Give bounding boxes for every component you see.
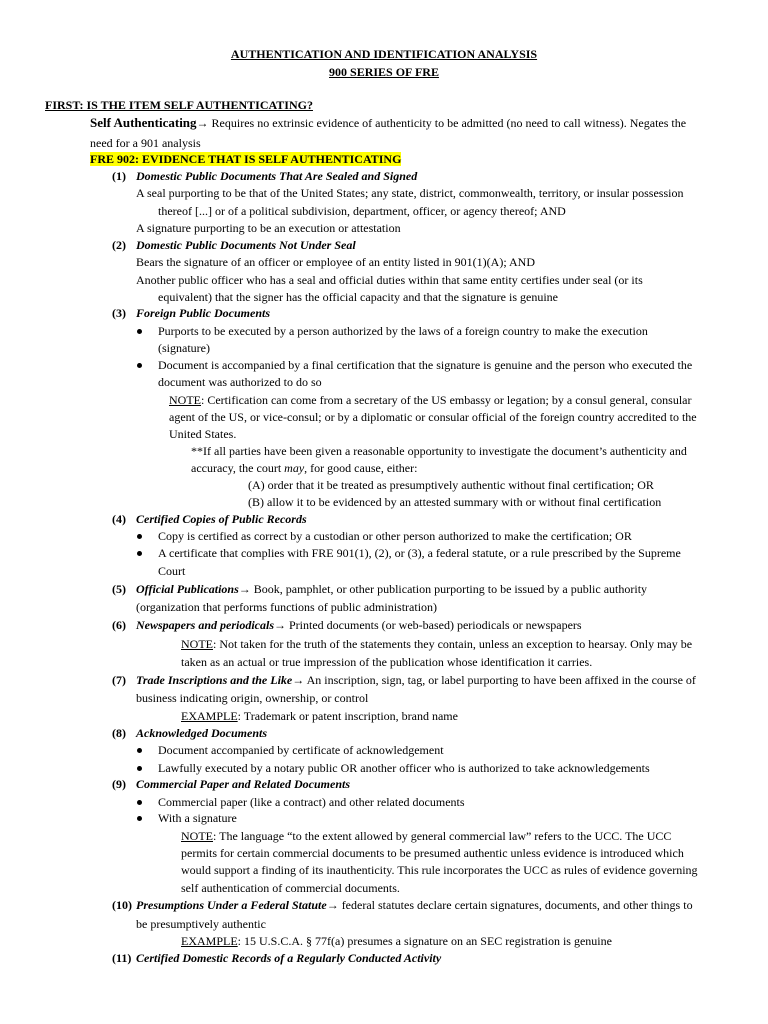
self-auth-line2: need for a 901 analysis (90, 136, 201, 150)
item-number: (1) (112, 169, 126, 183)
note-label: NOTE (169, 393, 201, 407)
example-line: EXAMPLE: Trademark or patent inscription, brand name (181, 709, 458, 723)
item-number: (10) (112, 898, 132, 912)
bullet-text: document was authorized to do so (158, 375, 322, 389)
item-title: Commercial Paper and Related Documents (136, 777, 350, 791)
self-auth-def: Requires no extrinsic evidence of authenticity to be admitted (no need to call witness). Negates the (208, 116, 687, 130)
bullet-icon (137, 534, 142, 539)
bullet-text: (signature) (158, 341, 210, 355)
arrow-glyph: → (196, 116, 209, 130)
note-line: United States. (169, 427, 237, 441)
bullet-text: Document is accompanied by a final certification that the signature is genuine and the person who executed the (158, 358, 693, 372)
item-line: Bears the signature of an officer or employee of an entity listed in 901(1)(A); AND (136, 255, 535, 269)
option-b: (B) allow it to be evidenced by an attested summary with or without final certification (248, 495, 662, 509)
self-auth-line1 (90, 115, 686, 131)
note-line: would support a finding of its inauthenticity. This rule incorporates the UCC as rules of evidence governing (181, 863, 698, 877)
item-line: business indicating origin, ownership, or control (136, 691, 369, 705)
item-number: (7) (112, 673, 126, 687)
bullet-icon (137, 363, 142, 368)
item-line: Trade Inscriptions and the Like→ An inscription, sign, tag, or label purporting to have been affixed in the course of (136, 673, 696, 687)
bullet-icon (137, 766, 142, 771)
item-title: Domestic Public Documents Not Under Seal (136, 238, 356, 252)
item-number: (4) (112, 512, 126, 526)
bullet-text: Commercial paper (like a contract) and other related documents (158, 795, 465, 809)
item-title: Certified Copies of Public Records (136, 512, 307, 526)
bullet-text: Court (158, 564, 186, 578)
item-line: (organization that performs functions of public administration) (136, 600, 438, 614)
bullet-text: Copy is certified as correct by a custodian or other person authorized to make the certification; OR (158, 529, 632, 543)
example-label: EXAMPLE (181, 934, 238, 948)
note-line: agent of the US, or vice-consul; or by a diplomatic or consular official of the foreign country accredited to the (169, 410, 697, 424)
item-title: Official Publications (136, 582, 239, 596)
bullet-text: With a signature (158, 811, 237, 825)
fre902-heading: FRE 902: EVIDENCE THAT IS SELF AUTHENTICATING (90, 152, 402, 166)
item-number: (3) (112, 306, 126, 320)
example-line: EXAMPLE: 15 U.S.C.A. § 77f(a) presumes a signature on an SEC registration is genuine (181, 934, 612, 948)
document-title: AUTHENTICATION AND IDENTIFICATION ANALYSIS (230, 47, 538, 61)
option-a: (A) order that it be treated as presumptively authentic without final certification; OR (248, 478, 654, 492)
item-title: Domestic Public Documents That Are Sealed and Signed (136, 169, 418, 183)
item-line: A signature purporting to be an execution or attestation (136, 221, 401, 235)
note-line: NOTE: Certification can come from a secretary of the US embassy or legation; by a consul general, consular (169, 393, 692, 407)
item-number: (9) (112, 777, 126, 791)
note-line: NOTE: The language “to the extent allowed by general commercial law” refers to the UCC. The UCC (181, 829, 672, 843)
item-title: Foreign Public Documents (136, 306, 271, 320)
item-number: (2) (112, 238, 126, 252)
note-line: taken as an actual or true impression of the publication whose identification it carries. (181, 655, 593, 669)
item-line: thereof [...] or of a political subdivision, department, officer, or agency thereof; AND (158, 204, 566, 218)
item-number: (8) (112, 726, 126, 740)
note-label: NOTE (181, 829, 213, 843)
item-number: (6) (112, 618, 126, 632)
note-line: self authentication of commercial documents. (181, 881, 400, 895)
item-line: Official Publications→ Book, pamphlet, or other publication purporting to be issued by a public authority (136, 582, 648, 596)
note-line: NOTE: Not taken for the truth of the statements they contain, unless an exception to hearsay. Only may be (181, 637, 693, 651)
bullet-text: Lawfully executed by a notary public OR another officer who is authorized to take acknowledgements (158, 761, 650, 775)
bullet-icon (137, 800, 142, 805)
item-line: Presumptions Under a Federal Statute→ federal statutes declare certain signatures, documents, and other things to (136, 898, 693, 912)
bullet-icon (137, 551, 142, 556)
self-auth-term: Self Authenticating (90, 115, 197, 130)
bullet-icon (137, 816, 142, 821)
note-label: NOTE (181, 637, 213, 651)
item-line: equivalent) that the signer has the official capacity and that the signature is genuine (158, 290, 558, 304)
item-title: Newspapers and periodicals (136, 618, 274, 632)
item-line: be presumptively authentic (136, 917, 266, 931)
item-number: (11) (112, 951, 132, 965)
item-title: Trade Inscriptions and the Like (136, 673, 293, 687)
bullet-icon (137, 329, 142, 334)
bullet-text: Purports to be executed by a person authorized by the laws of a foreign country to make the execution (158, 324, 648, 338)
document-subtitle: 900 SERIES OF FRE (329, 65, 439, 79)
item-title: Acknowledged Documents (136, 726, 267, 740)
bullet-text: Document accompanied by certificate of acknowledgement (158, 743, 444, 757)
item-title: Presumptions Under a Federal Statute (136, 898, 327, 912)
item-number: (5) (112, 582, 126, 596)
example-label: EXAMPLE (181, 709, 238, 723)
bullet-text: A certificate that complies with FRE 901(1), (2), or (3), a federal statute, or a rule prescribed by the Supreme (158, 546, 681, 560)
star-line: **If all parties have been given a reasonable opportunity to investigate the document’s authenticity and (191, 444, 687, 458)
first-question-heading: FIRST: IS THE ITEM SELF AUTHENTICATING? (45, 98, 313, 112)
star-line: accuracy, the court may, for good cause, either: (191, 461, 418, 475)
bullet-icon (137, 748, 142, 753)
item-line: Newspapers and periodicals→ Printed documents (or web-based) periodicals or newspapers (136, 618, 582, 632)
note-line: permits for certain commercial documents to be presumed authentic unless evidence is introduced which (181, 846, 684, 860)
item-line: Another public officer who has a seal and official duties within that same entity certifies under seal (or its (136, 273, 643, 287)
item-title: Certified Domestic Records of a Regularly Conducted Activity (136, 951, 442, 965)
item-line: A seal purporting to be that of the United States; any state, district, commonwealth, territory, or insular possession (136, 186, 684, 200)
